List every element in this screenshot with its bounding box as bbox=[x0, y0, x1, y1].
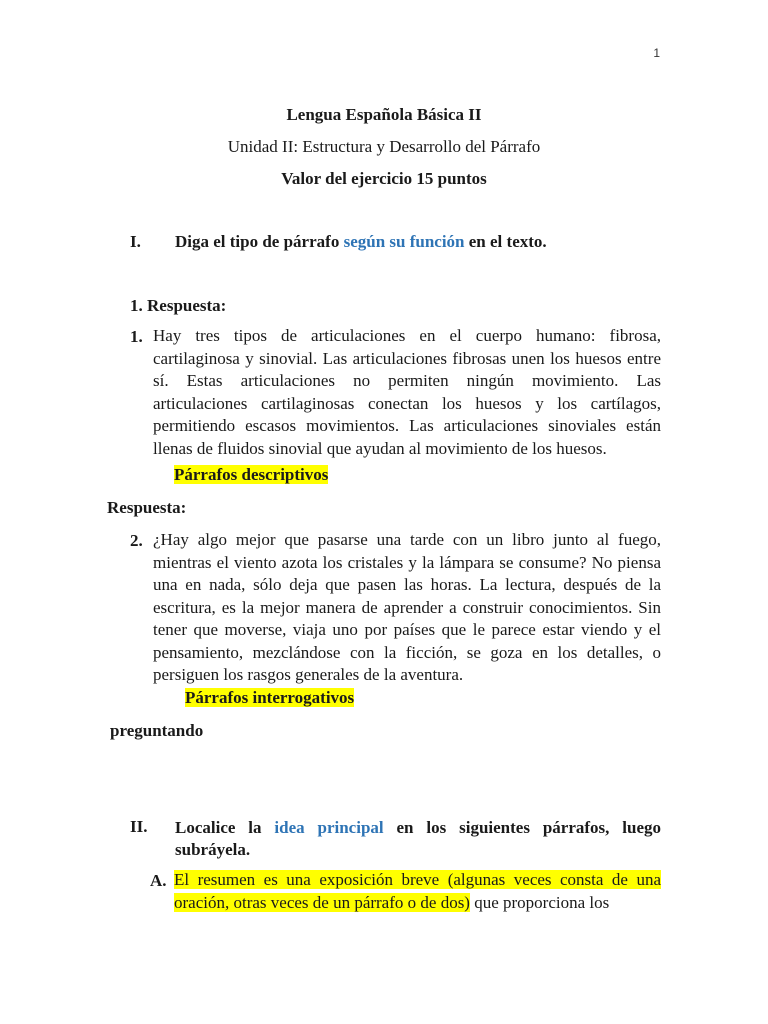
page-number: 1 bbox=[653, 46, 660, 60]
item-2-note: preguntando bbox=[110, 721, 204, 740]
document-subtitle: Unidad II: Estructura y Desarrollo del Párrafo bbox=[227, 137, 541, 156]
section-2-prefix: Localice la bbox=[175, 818, 275, 837]
section-1-numeral: I. bbox=[130, 232, 141, 251]
item-a-main-idea: El resumen es una exposición breve (algunas veces consta de una oración, otras veces de un párrafo o de dos) bbox=[174, 870, 661, 912]
item-1-answer-highlight: Párrafos descriptivos bbox=[174, 465, 329, 484]
section-2-instruction bbox=[175, 817, 661, 861]
section-1-instruction bbox=[175, 232, 547, 252]
answer-1-label: 1. Respuesta: bbox=[130, 296, 227, 315]
item-1-answer bbox=[174, 465, 328, 485]
section-2-numeral: II. bbox=[130, 817, 148, 836]
exercise-value: Valor del ejercicio 15 puntos bbox=[281, 169, 487, 188]
item-2-answer-highlight: Párrafos interrogativos bbox=[185, 688, 355, 707]
section-1-prefix: Diga el tipo de párrafo bbox=[175, 232, 344, 251]
item-2-number: 2. bbox=[130, 531, 143, 550]
item-1-text: Hay tres tipos de articulaciones en el cuerpo humano: fibrosa, cartilaginosa y sinovial. Las articulaciones fibrosas unen los huesos entre sí. Estas articulaciones no permiten ningún movimiento. Las articulaciones cartilaginosas conectan los huesos y los cartílagos, permitiendo escasos movimientos. Las articulaciones sinoviales están llenas de fluidos sinovial que ayudan al movimiento de los huesos. bbox=[153, 326, 661, 458]
item-2-answer bbox=[185, 688, 354, 708]
item-1-number: 1. bbox=[130, 327, 143, 346]
item-a-text bbox=[174, 869, 661, 914]
section-2-highlight: idea principal bbox=[274, 818, 384, 837]
answer-2-label: Respuesta: bbox=[107, 498, 187, 517]
document-title: Lengua Española Básica II bbox=[286, 105, 482, 124]
section-2-suffix: en los siguientes párrafos, luego subráyela. bbox=[175, 818, 661, 859]
item-2-text: ¿Hay algo mejor que pasarse una tarde con un libro junto al fuego, mientras el viento azota los cristales y la lámpara se consume? No piensa una en nada, sólo deja que pasen las horas. La lectura, después de la escritura, es la mejor manera de aprender a construir conocimientos. Sin tener que moverse, viaja uno por países que le parece estar viendo y el pensamiento, mezclándose con la ficción, se goza en los detalles, o persiguen los rasgos generales de la aventura. bbox=[153, 530, 661, 684]
item-a-letter: A. bbox=[150, 871, 167, 890]
section-1-suffix: en el texto. bbox=[464, 232, 547, 251]
item-a-rest: que proporciona los bbox=[469, 892, 610, 912]
section-1-highlight: según su función bbox=[343, 232, 465, 251]
